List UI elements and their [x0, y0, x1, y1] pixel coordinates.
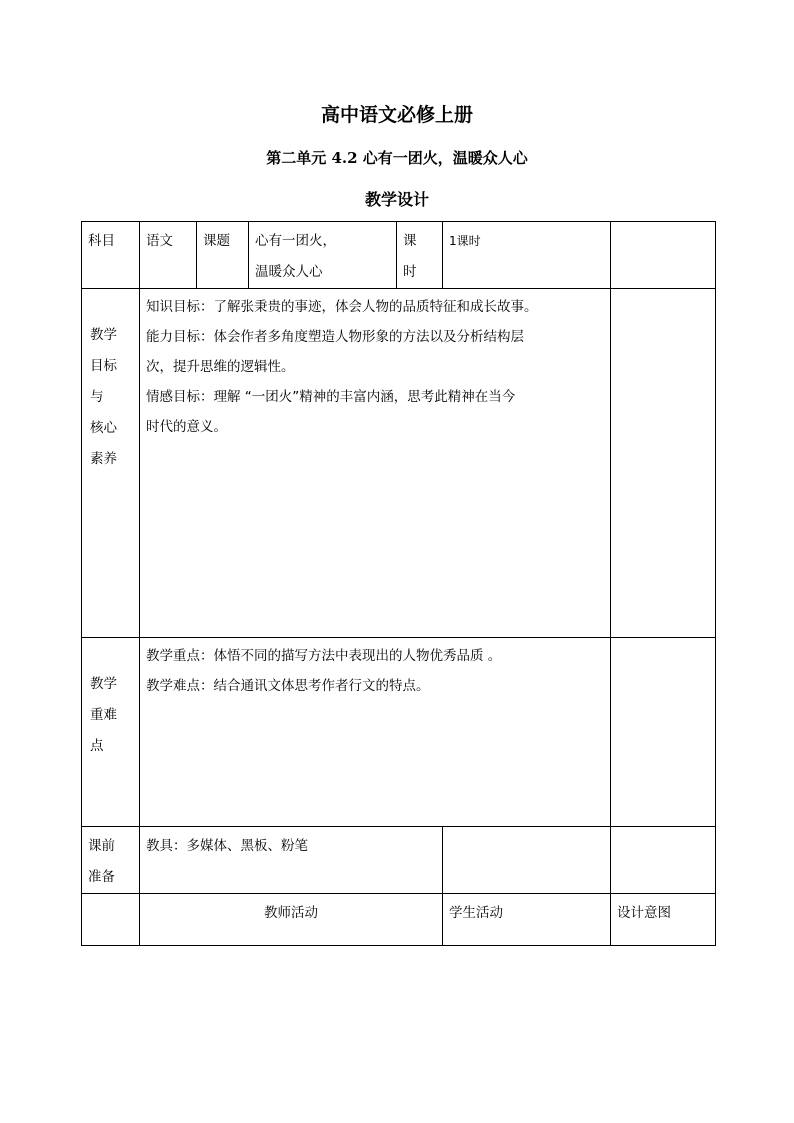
objective-line: 时代的意义。 — [146, 419, 227, 435]
objective-line: 次，提升思维的逻辑性。 — [146, 359, 295, 375]
hours-value-cell — [443, 222, 611, 289]
subject-label: 科目 — [88, 233, 115, 249]
document-subtitle: 第二单元 4.2 心有一团火，温暖众人心 — [266, 149, 528, 167]
hours-label-line2: 时 — [403, 264, 417, 280]
subject-value-cell — [140, 222, 197, 289]
objective-line: 情感目标：理解 “一团火”精神的丰富内涵，思考此精神在当今 — [146, 389, 516, 405]
key-points-label-line: 点 — [90, 738, 104, 754]
preparation-student-cell — [443, 827, 611, 894]
key-points-label-line: 教学 — [90, 676, 117, 692]
objectives-label-line: 与 — [90, 389, 104, 405]
topic-value-cell — [249, 222, 397, 289]
topic-label: 课题 — [203, 233, 230, 249]
objectives-label-cell — [82, 289, 140, 638]
objectives-label-line: 目标 — [90, 358, 117, 374]
objective-line: 能力目标：体会作者多角度塑造人物形象的方法以及分析结构层 — [146, 329, 524, 345]
preparation-label-line: 课前 — [88, 838, 115, 854]
activity-header-row — [82, 894, 716, 946]
lesson-plan-table — [81, 221, 716, 946]
objectives-label-line: 教学 — [90, 327, 117, 343]
hours-label-line1: 课 — [403, 233, 417, 249]
preparation-text: 教具：多媒体、黑板、粉笔 — [146, 838, 308, 854]
key-points-empty-cell — [611, 638, 716, 827]
objectives-label-line: 核心 — [90, 420, 117, 436]
preparation-empty-cell — [611, 827, 716, 894]
key-point-line: 教学难点：结合通讯文体思考作者行文的特点。 — [146, 678, 430, 694]
objectives-row — [82, 289, 716, 638]
teacher-activity-header-cell — [140, 894, 443, 946]
student-activity-header: 学生活动 — [449, 905, 503, 921]
preparation-label-cell — [82, 827, 140, 894]
preparation-content-cell — [140, 827, 443, 894]
hours-value: 1课时 — [449, 234, 481, 248]
info-empty-cell — [611, 222, 716, 289]
key-point-line: 教学重点：体悟不同的描写方法中表现出的人物优秀品质 。 — [146, 648, 502, 664]
teacher-activity-header: 教师活动 — [264, 905, 318, 921]
key-points-content-cell — [140, 638, 611, 827]
design-intent-header-cell — [611, 894, 716, 946]
hours-label-cell — [397, 222, 443, 289]
subject-label-cell — [82, 222, 140, 289]
key-points-row — [82, 638, 716, 827]
objectives-label-line: 素养 — [90, 451, 117, 467]
objective-line: 知识目标：了解张秉贵的事迹，体会人物的品质特征和成长故事。 — [146, 299, 538, 315]
preparation-row — [82, 827, 716, 894]
document-title: 高中语文必修上册 — [320, 104, 473, 126]
topic-value-line2: 温暖众人心 — [255, 264, 323, 280]
student-activity-header-cell — [443, 894, 611, 946]
key-points-label-cell — [82, 638, 140, 827]
info-row — [82, 222, 716, 289]
topic-label-cell — [197, 222, 249, 289]
key-points-label-line: 重难 — [90, 707, 117, 723]
topic-value-line1: 心有一团火， — [255, 233, 336, 249]
subject-value: 语文 — [146, 233, 173, 249]
design-intent-header: 设计意图 — [617, 905, 671, 921]
activity-header-empty-cell — [82, 894, 140, 946]
preparation-label-line: 准备 — [88, 869, 115, 885]
objectives-content-cell — [140, 289, 611, 638]
document-heading: 教学设计 — [364, 190, 429, 209]
objectives-empty-cell — [611, 289, 716, 638]
